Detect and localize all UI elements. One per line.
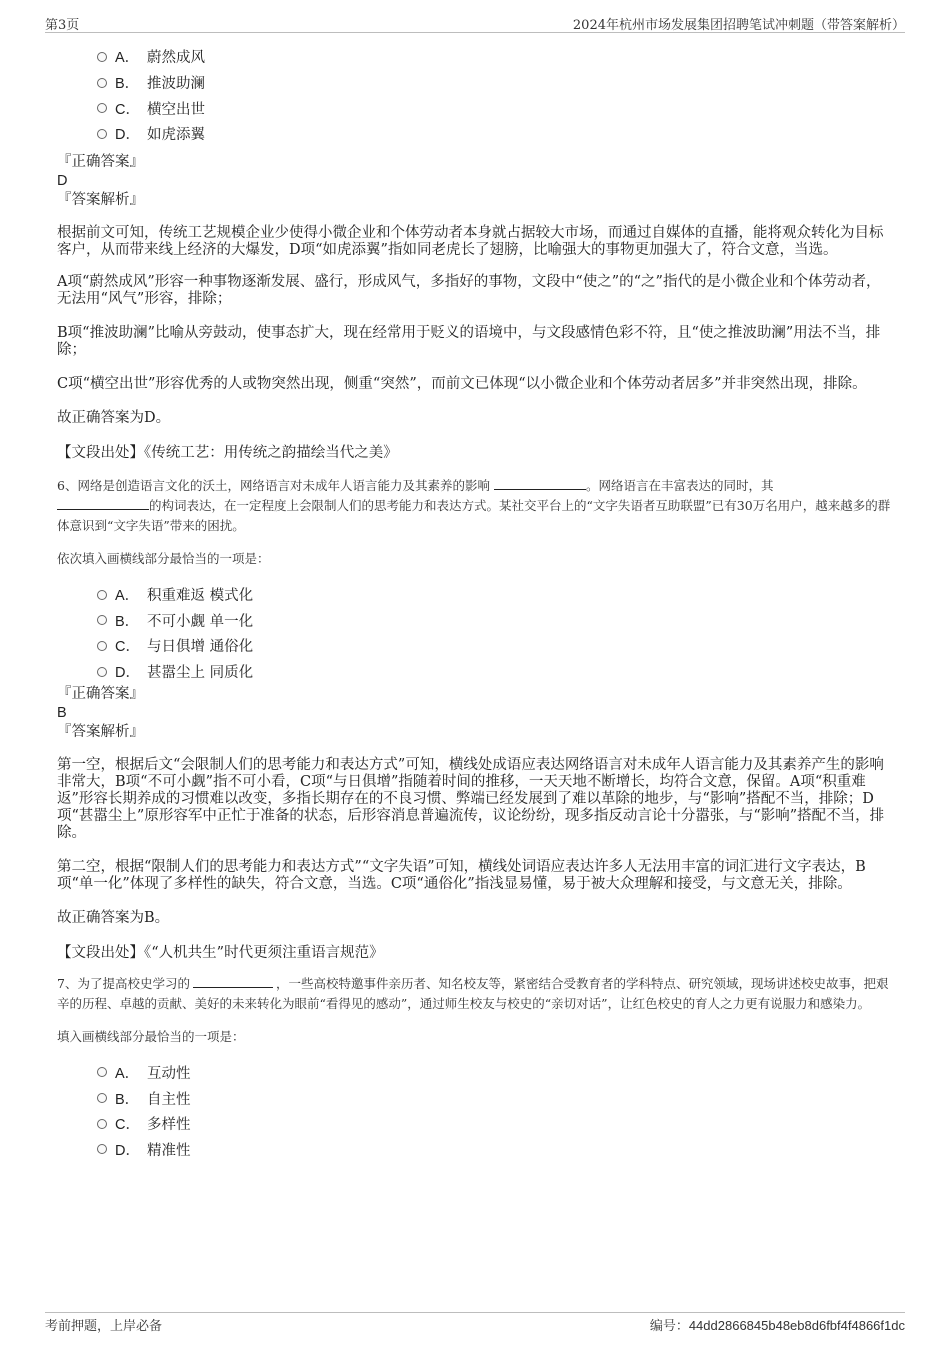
q5-analysis-5: 故正确答案为D。 [57,409,171,426]
q7-prompt: 填入画横线部分最恰当的一项是： [57,1028,245,1044]
document-title: 2024年杭州市场发展集团招聘笔试冲刺题（带答案解析） [572,18,905,33]
q6-analysis-1: 第一空，根据后文“会限制人们的思考能力和表达方式”可知，横线处成语应表达网络语言对未成年人语言能力及其素养产生的影响非常大，B项“不可小觑”指不可小看，C项“与日俱增”指随着时间的推移，一天天地不断增长，均符合文意，保留。A项“积重难返”形容长期养成的习惯难以改变，多指长期存在的不良习惯、弊端已经发展到了难以革除的地步，与“影响”搭配不当，排除；D项“甚嚣尘上”原形容军中正忙于准备的状态，后形容消息普遍流传，议论纷纷，现多指反动言论十分嚣张，与“影响”搭配不当，排除。 [57,756,885,841]
radio-icon[interactable] [97,667,107,677]
q5-analysis-label: 『答案解析』 [57,191,144,208]
radio-icon[interactable] [97,1119,107,1129]
page-header [45,14,905,33]
q6-source: 【文段出处】《“人机共生”时代更须注重语言规范》 [57,944,384,961]
page-content [57,44,892,1162]
radio-icon[interactable] [97,1067,107,1077]
q5-source: 【文段出处】《传统工艺：用传统之韵描绘当代之美》 [57,444,398,461]
q6-analysis-3: 故正确答案为B。 [57,909,170,926]
q7-stem: 7、为了提高校史学习的 ，一些高校特邀事件亲历者、知名校友等，紧密结合受教育者的学科特点、研究领域，现场讲述校史故事，把艰辛的历程、卓越的贡献、美好的未来转化为眼前“看得见的感动”，通过师生校友与校史的“亲切对话”，让红色校史的育人之力更有说服力和感染力。 [57,975,889,1011]
radio-icon[interactable] [97,1144,107,1154]
q7-option-b[interactable]: B． 自主性 [97,1085,892,1111]
q5-analysis-3: B项“推波助澜”比喻从旁鼓动，使事态扩大，现在经常用于贬义的语境中，与文段感情色彩不符，且“使之推波助澜”用法不当，排除； [57,324,881,358]
radio-icon[interactable] [97,129,107,139]
q5-answer-label: 『正确答案』 [57,153,144,170]
q6-option-c[interactable]: C． 与日俱增 通俗化 [97,633,892,659]
radio-icon[interactable] [97,641,107,651]
q6-stem: 6、网络是创造语言文化的沃土，网络语言对未成年人语言能力及其素养的影响 。网络语言在丰富表达的同时，其 的构词表达，在一定程度上会限制人们的思考能力和表达方式。某社交平台上的“文字失语者互助联盟”已有30万名用户，越来越多的群体意识到“文字失语”带来的困扰。 [57,477,891,533]
radio-icon[interactable] [97,52,107,62]
q5-option-a[interactable]: A． 蔚然成风 [97,44,892,70]
q5-option-c[interactable]: C． 横空出世 [97,95,892,121]
q6-analysis-label: 『答案解析』 [57,723,144,740]
q6-option-d[interactable]: D． 甚嚣尘上 同质化 [97,659,892,685]
q6-option-a[interactable]: A． 积重难返 模式化 [97,582,892,608]
q5-analysis-2: A项“蔚然成风”形容一种事物逐渐发展、盛行，形成风气，多指好的事物，文段中“使之”的“之”指代的是小微企业和个体劳动者，无法用“风气”形容，排除； [57,273,881,307]
radio-icon[interactable] [97,615,107,625]
q7-option-d[interactable]: D． 精准性 [97,1137,892,1163]
radio-icon[interactable] [97,590,107,600]
q5-option-d[interactable]: D． 如虎添翼 [97,121,892,147]
q5-answer: D [57,172,68,189]
q5-analysis-4: C项“横空出世”形容优秀的人或物突然出现，侧重“突然”，而前文已体现“以小微企业和个体劳动者居多”并非突然出现，排除。 [57,375,867,392]
page-footer [45,1312,905,1334]
q5-option-b[interactable]: B． 推波助澜 [97,70,892,96]
q7-options [97,1060,892,1163]
q6-answer: B [57,704,67,721]
footer-slogan: 考前押题，上岸必备 [45,1319,163,1334]
blank-line [57,496,149,510]
q6-prompt: 依次填入画横线部分最恰当的一项是： [57,550,270,566]
q5-options [97,44,892,147]
q7-option-c[interactable]: C． 多样性 [97,1111,892,1137]
blank-line [494,476,586,490]
q5-analysis-1: 根据前文可知，传统工艺规模企业少使得小微企业和个体劳动者本身就占据较大市场，而通过自媒体的直播，能将观众转化为目标客户，从而带来线上经济的大爆发，D项“如虎添翼”指如同老虎长了翅膀，比喻强大的事物更加强大了，符合文意，当选。 [57,224,884,258]
radio-icon[interactable] [97,78,107,88]
radio-icon[interactable] [97,1093,107,1103]
radio-icon[interactable] [97,103,107,113]
q6-option-b[interactable]: B． 不可小觑 单一化 [97,607,892,633]
q7-option-a[interactable]: A． 互动性 [97,1060,892,1086]
q6-answer-label: 『正确答案』 [57,685,144,702]
document-id: 编号：44dd2866845b48eb8d6fbf4f4866f1dc [649,1318,905,1333]
q6-analysis-2: 第二空，根据“限制人们的思考能力和表达方式”“文字失语”可知，横线处词语应表达许多人无法用丰富的词汇进行文字表达，B项“单一化”体现了多样性的缺失，符合文意，当选。C项“通俗化”指浅显易懂，易于被大众理解和接受，与文意无关，排除。 [57,858,866,892]
page-number: 第3页 [45,18,80,33]
q6-options [97,582,892,685]
blank-line [193,974,273,988]
